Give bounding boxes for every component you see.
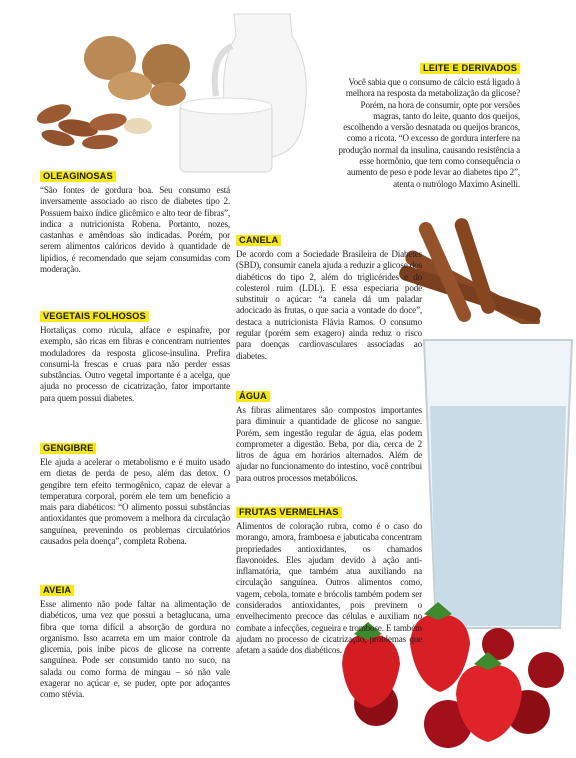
section-body: Hortaliças como rúcula, alface e espinafre, por exemplo, são ricas em fibras e concentram nutrientes moduladores da resposta glicose-insulina. Prefira consumi-la frescas e cruas para não perder essas substâncias. Outro vegetal importante é a acelga, que ajuda no processo de cicatrização, fator importante para quem possui diabetes. (40, 325, 230, 403)
section-body: De acordo com a Sociedade Brasileira de Diabetes (SBD), consumir canela ajuda a reduzir a glicose dos diabéticos do tipo 2, além do triglicérides e do colesterol ruim (LDL). E essa especiaria pode substituir o açúcar: “a canela dá um paladar adocicado às frutas, o que sacia a vontade do doce”, destaca a nutricionista Flávia Ramos. O consumo regular (porém sem exagero) ainda reduz o risco para doenças cardiovasculares associadas ao diabetes. (236, 249, 422, 361)
section-title: LEITE E DERIVADOS (420, 63, 520, 74)
section-body: Esse alimento não pode faltar na alimentação de diabéticos, uma vez que possui a betaglucana, uma fibra que torna difícil a absorção de gordura no organismo. Isso acarreta em um maior controle da glicemia, pois inibe picos de glicose na corrente sanguínea. Pode ser consumido tanto no suco, na salada ou como forma de mingau – só não vale exagerar no açúcar e, se puder, opte por adoçantes como stévia. (40, 599, 230, 700)
cashew (124, 118, 152, 134)
section-title: VEGETAIS FOLHOSOS (40, 311, 149, 322)
section-vegetais-folhosos (40, 306, 230, 404)
cinnamon-illustration (398, 212, 558, 324)
section-title: ÁGUA (236, 391, 270, 402)
milk-surface (180, 98, 272, 114)
section-agua (236, 386, 422, 484)
section-title: OLEAGINOSAS (40, 171, 116, 182)
section-body: Ele ajuda a acelerar o metabolismo e é muito usado em dietas de perda de peso, além das detox. O gengibre tem efeito termogênico, capaz de elevar a temperatura corporal, porém ele tem um benefício a mais para diabéticos: “O alimento possui substâncias antioxidantes que promovem a melhora da circulação sanguínea, prevenindo os problemas circulatórios causados pela doença”, completa Robena. (40, 457, 230, 547)
section-title: AVEIA (40, 585, 74, 596)
section-leite-derivados (336, 58, 520, 190)
section-title: FRUTAS VERMELHAS (236, 507, 342, 518)
section-gengibre (40, 438, 230, 547)
section-body: Alimentos de coloração rubra, como é o caso do morango, amora, framboesa e jabuticaba concentram propriedades antioxidantes, os chamados flavonoides. Eles ajudam devido à ação anti-inflamatória, que também atua auxiliando na circulação sanguínea. Outros alimentos como, vagem, cebola, tomate e brócolis também podem ser considerados antioxidantes, pois previnem o envelhecimento precoce das células e auxiliam no combate a infecções, cegueira e trombose. E também ajudam no processo de cicatrização, problemas que afetam a saúde dos diabéticos. (236, 521, 422, 656)
section-body: As fibras alimentares são compostos importantes para diminuir a quantidade de glicose no sangue. Porém, sem ingestão regular de água, elas podem comprometer a digestão. Beba, por dia, cerca de 2 litros de água em horários alternados. Além de ajudar no funcionamento do intestino, você contribui para outros processos metabólicos. (236, 405, 422, 483)
section-title: GENGIBRE (40, 443, 96, 454)
section-title: CANELA (236, 235, 281, 246)
milk-illustration (172, 6, 350, 174)
walnut-kernel (108, 72, 152, 100)
section-aveia (40, 580, 230, 701)
cherry (528, 652, 564, 688)
section-oleaginosas (40, 166, 230, 275)
section-body: Você sabia que o consumo de cálcio está ligado à melhora na resposta da metabolização da glicose? Porém, na hora de consumir, opte por versões magras, tanto do leite, quanto dos queijos, escolhendo a versão desnatada ou queijos brancos, como a ricota. “O excesso de gordura interfere na produção normal da insulina, causando resistência a esse hormônio, que tem como consequência o aumento de peso e pode levar ao diabetes tipo 2”, atenta o nutrólogo Maximo Asinelli. (338, 77, 520, 189)
section-canela (236, 230, 422, 362)
section-frutas-vermelhas (236, 502, 422, 657)
section-body: “São fontes de gordura boa. Seu consumo está inversamente associado ao risco de diabetes tipo 2. Possuem baixo índice glicêmico e alto teor de fibras”, indica a nutricionista Robena. Portanto, nozes, castanhas e amêndoas são indicadas. Porém, por serem alimentos calóricos devido à quantidade de lipídios, é recomendado que sejam consumidas com moderação. (40, 185, 230, 275)
